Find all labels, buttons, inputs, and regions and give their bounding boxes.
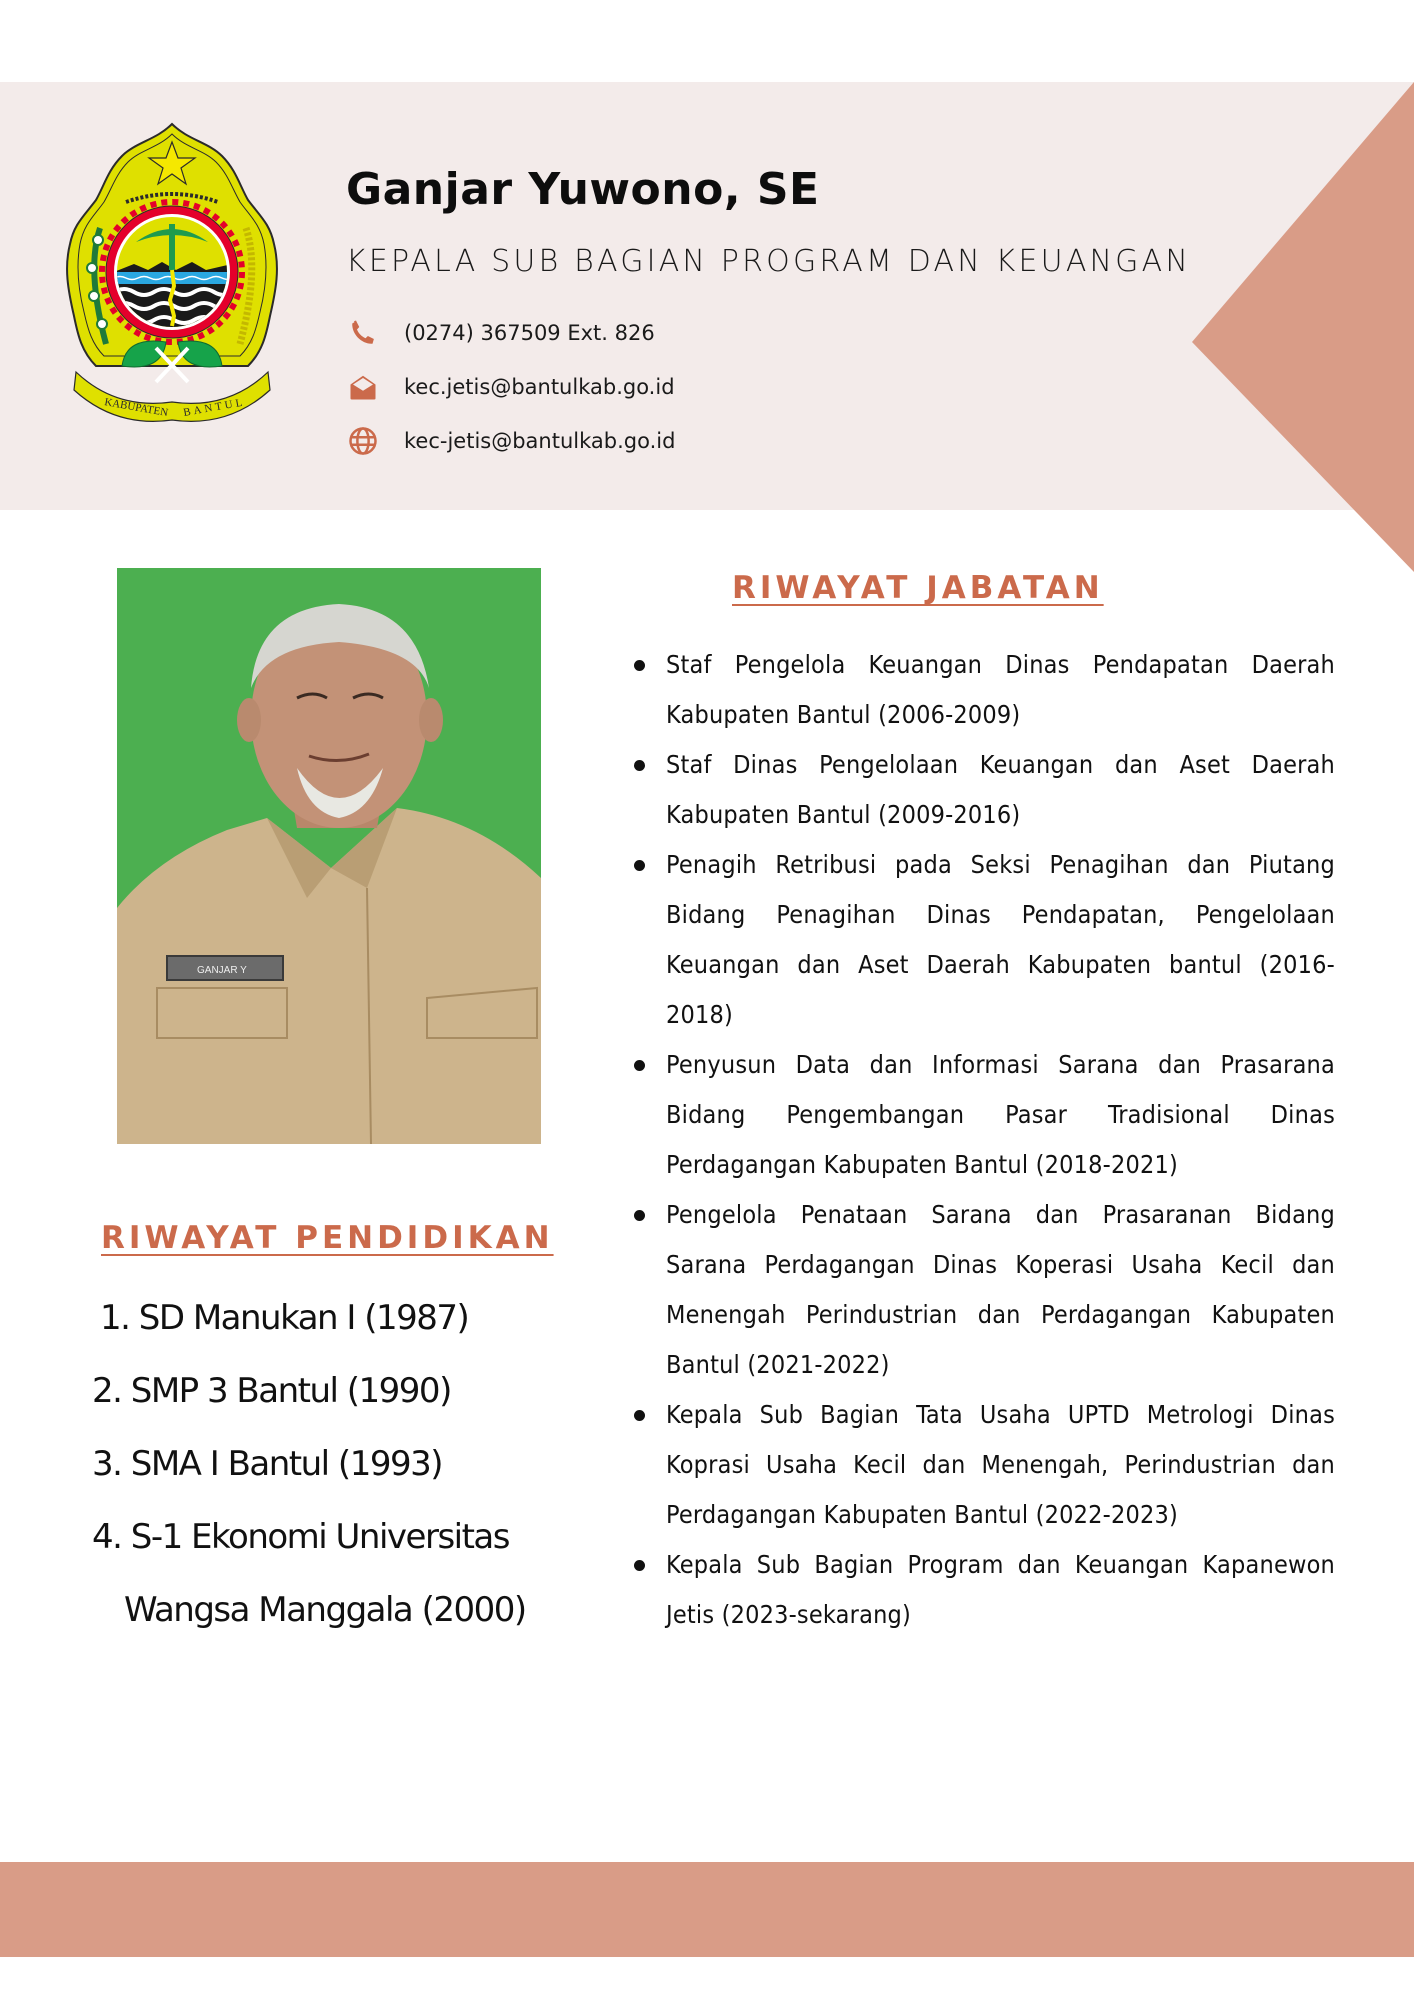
name-tag-text: GANJAR Y: [197, 965, 247, 976]
bullet-icon: [634, 1560, 645, 1571]
bullet-icon: [634, 1410, 645, 1421]
education-item-text: Wangsa Manggala (2000): [124, 1590, 526, 1630]
envelope-icon: [348, 372, 378, 402]
career-item: [630, 640, 1335, 740]
contact-website: [348, 426, 675, 456]
education-item: [92, 1363, 612, 1436]
career-item: [630, 1040, 1335, 1190]
career-item-text: Penagih Retribusi pada Seksi Penagihan dan Piutang Bidang Penagihan Dinas Pendapatan, Pengelolaan Keuangan dan Aset Daerah Kabupaten bantul (2016-2018): [666, 850, 1335, 1029]
career-item-text: Staf Pengelola Keuangan Dinas Pendapatan Daerah Kabupaten Bantul (2006-2009): [666, 650, 1335, 729]
education-item-text: SMP 3 Bantul (1990): [130, 1371, 451, 1411]
bullet-icon: [634, 1210, 645, 1221]
phone-icon: [348, 318, 378, 348]
education-item-number: 1.: [100, 1298, 130, 1338]
career-item-text: Kepala Sub Bagian Tata Usaha UPTD Metrologi Dinas Koprasi Usaha Kecil dan Menengah, Perindustrian dan Perdagangan Kabupaten Bantul (2022-2023): [666, 1400, 1335, 1529]
education-item-text: SD Manukan I (1987): [138, 1298, 469, 1338]
career-item: [630, 1390, 1335, 1540]
education-item: [92, 1290, 612, 1363]
contact-email: [348, 372, 675, 402]
career-item: [630, 1540, 1335, 1640]
contact-phone: [348, 318, 655, 348]
corner-triangle-decoration: [1192, 72, 1414, 572]
bullet-icon: [634, 660, 645, 671]
career-item-text: Penyusun Data dan Informasi Sarana dan Prasarana Bidang Pengembangan Pasar Tradisional Dinas Perdagangan Kabupaten Bantul (2018-2021): [666, 1050, 1335, 1179]
career-item: [630, 1190, 1335, 1390]
person-name: Ganjar Yuwono, SE: [346, 164, 820, 215]
education-item-number: 4.: [92, 1517, 122, 1557]
career-item-text: Staf Dinas Pengelolaan Keuangan dan Aset Daerah Kabupaten Bantul (2009-2016): [666, 750, 1335, 829]
education-list: [92, 1290, 612, 1655]
kabupaten-bantul-emblem-icon: [56, 120, 288, 432]
contact-phone-text[interactable]: (0274) 367509 Ext. 826: [404, 321, 655, 345]
education-item-text: S-1 Ekonomi Universitas: [130, 1517, 509, 1557]
contact-email-text[interactable]: kec.jetis@bantulkab.go.id: [404, 375, 675, 399]
footer-band: [0, 1862, 1414, 1957]
education-item-text: SMA I Bantul (1993): [130, 1444, 442, 1484]
career-item-text: Kepala Sub Bagian Program dan Keuangan Kapanewon Jetis (2023-sekarang): [666, 1550, 1335, 1629]
education-item: [92, 1436, 612, 1509]
globe-icon: [348, 426, 378, 456]
contact-website-text[interactable]: kec-jetis@bantulkab.go.id: [404, 429, 676, 453]
job-title: KEPALA SUB BAGIAN PROGRAM DAN KEUANGAN: [346, 244, 1191, 279]
career-list: [630, 640, 1335, 1640]
education-heading: RIWAYAT PENDIDIKAN: [101, 1220, 554, 1256]
portrait-photo: [117, 568, 541, 1144]
career-item: [630, 840, 1335, 1040]
education-item-number: 3.: [92, 1444, 122, 1484]
career-item-text: Pengelola Penataan Sarana dan Prasaranan Bidang Sarana Perdagangan Dinas Koperasi Usaha Kecil dan Menengah Perindustrian dan Perdagangan Kabupaten Bantul (2021-2022): [666, 1200, 1335, 1379]
bullet-icon: [634, 1060, 645, 1071]
education-item: [92, 1509, 612, 1582]
bullet-icon: [634, 760, 645, 771]
career-heading: RIWAYAT JABATAN: [732, 570, 1104, 606]
education-item-number: 2.: [92, 1371, 122, 1411]
emblem-ribbon-left-text: KABUPATEN: [103, 396, 169, 420]
career-item: [630, 740, 1335, 840]
portrait-illustration: [117, 568, 541, 1144]
bullet-icon: [634, 860, 645, 871]
emblem-ribbon-right-text: BANTUL: [182, 396, 247, 419]
education-item-continuation: [92, 1582, 612, 1655]
